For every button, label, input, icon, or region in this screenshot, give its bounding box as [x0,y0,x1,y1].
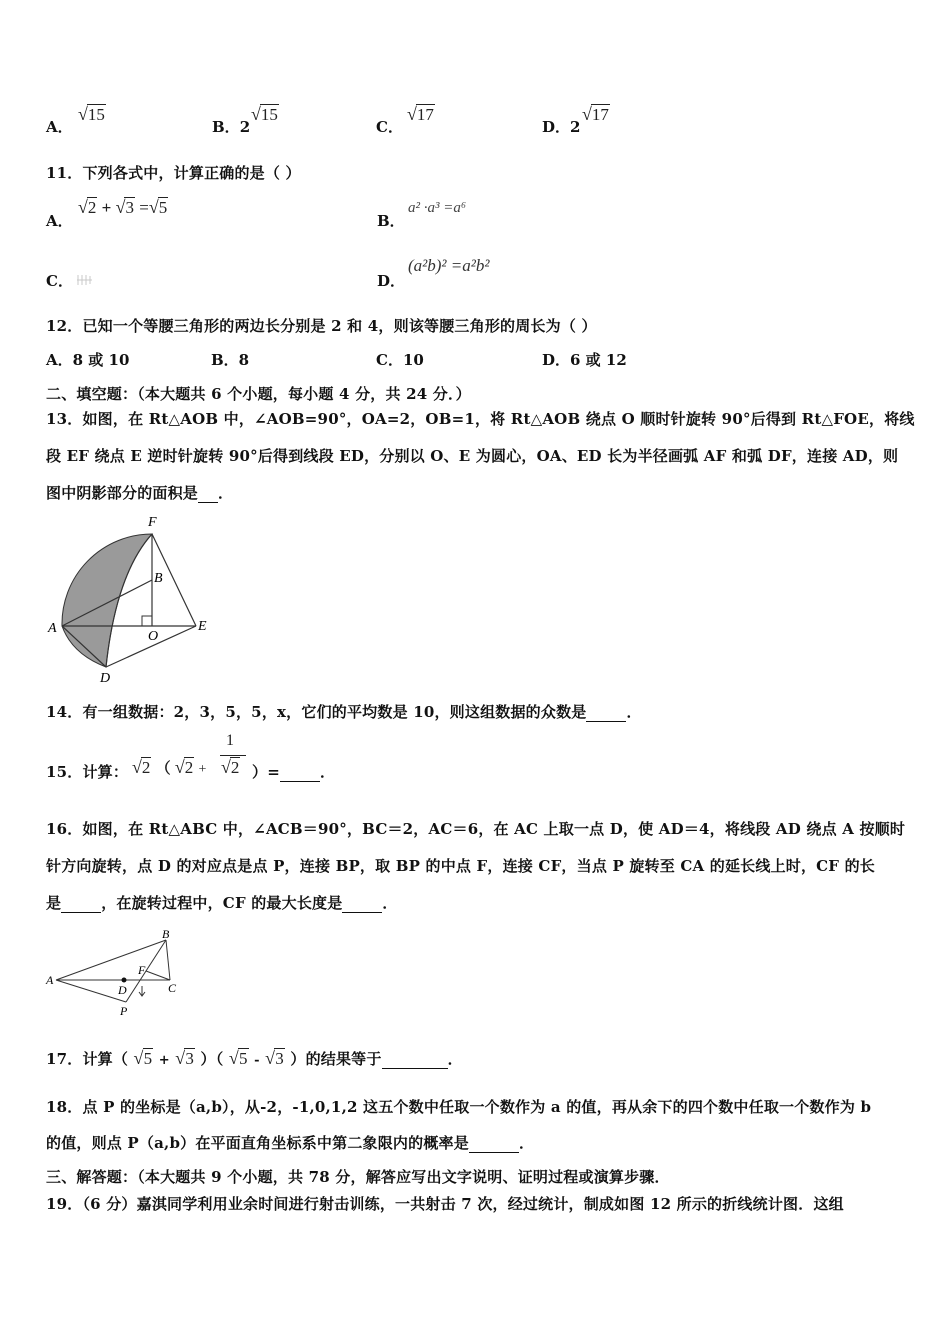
q10-option-d: D．2 [542,118,581,136]
q12-option-d: D．6 或 12 [542,351,627,369]
q10-option-d-value: √17 [582,104,609,124]
q11-option-b-expr: a² ·a³ =a⁶ [408,200,467,216]
q13-label-o: O [148,629,159,644]
q13-label-f: F [148,515,157,530]
section-3-heading: 三、解答题：（本大题共 9 个小题，共 78 分，解答应写出文字说明、证明过程或演算步骤． [46,1168,670,1186]
q15-fraction-bar [220,755,246,756]
q13-figure [44,512,214,684]
q16-label-b: B [162,927,170,941]
q11-option-b-label: B． [377,212,405,230]
q18-line-2: 的值，则点 P（a,b）在平面直角坐标系中第二象限内的概率是 ． [46,1134,535,1152]
q16-label-d: D [118,983,127,997]
q16-line-3: 是 ，在旋转过程中，CF 的最大长度是 ． [46,894,398,912]
q16-label-f: F [138,963,146,977]
q15-result: ）= ． [252,763,336,781]
q11-option-a-label: A． [46,212,73,230]
q15-prefix: 15．计算： [46,763,129,781]
q17-text: 17．计算（ √5 + √3 ）（ √5 - √3 ）的结果等于 ． [46,1048,463,1068]
q16-line-1: 16．如图，在 Rt△ABC 中，∠ACB＝90°，BC＝2，AC＝6，在 AC 上取一点 D，使 AD＝4，将线段 AD 绕点 A 按顺时 [46,820,906,838]
q10-option-c-value: √17 [407,104,434,124]
q16-line-2: 针方向旋转，点 D 的对应点是点 P，连接 BP，取 BP 的中点 F，连接 CF，当点 P 旋转至 CA 的延长线上时，CF 的长 [46,857,875,875]
q10-option-a: A． [46,118,73,136]
q12-stem: 12．已知一个等腰三角形的两边长分别是 2 和 4，则该等腰三角形的周长为（ ） [46,317,597,335]
q13-line-2: 段 EF 绕点 E 逆时针旋转 90°后得到线段 ED，分别以 O、E 为圆心，OA、ED 长为半径画弧 AF 和弧 DF，连接 AD，则 [46,447,899,465]
q15-expr: √2 （ √2 + [132,757,207,777]
q12-option-a: A．8 或 10 [46,351,130,369]
q11-option-c-label: C． [46,272,73,290]
q12-option-b: B．8 [211,351,250,369]
q11-option-d-expr: (a²b)² =a²b² [408,256,490,275]
q13-line-1: 13．如图，在 Rt△AOB 中，∠AOB=90°，OA=2，OB=1，将 Rt△AOB 绕点 O 顺时针旋转 90°后得到 Rt△FOE，将线 [46,410,915,428]
q15-fraction-numerator: 1 [226,732,234,749]
q13-label-a: A [48,621,57,636]
q16-label-c: C [168,981,177,995]
section-2-heading: 二、填空题：（本大题共 6 个小题，每小题 4 分，共 24 分．） [46,385,471,403]
q14-text: 14．有一组数据：2，3，5，5，x，它们的平均数是 10，则这组数据的众数是 ． [46,703,642,721]
q11-stem: 11．下列各式中，计算正确的是（ ） [46,164,301,182]
q10-option-b-value: √15 [251,104,278,124]
q11-option-d-label: D． [377,272,406,290]
q10-option-a-value: √15 [78,104,105,124]
q16-label-a: A [46,973,54,987]
q16-figure [44,926,184,1018]
q18-line-1: 18．点 P 的坐标是（a,b），从-2，-1,0,1,2 这五个数中任取一个数作为 a 的值，再从余下的四个数中任取一个数作为 b [46,1098,872,1116]
q13-line-3: 图中阴影部分的面积是 ． [46,484,234,502]
q10-option-c: C． [376,118,403,136]
q12-option-c: C．10 [376,351,424,369]
q16-label-p: P [120,1004,128,1018]
q15-fraction-denominator: √2 [221,757,240,777]
q13-label-d: D [100,671,111,684]
q11-option-a-expr: √2 + √3 =√5 [78,197,168,217]
q10-option-b: B．2 [212,118,251,136]
q11-option-c-faded-image [76,272,94,286]
q19-line-1: 19．（6 分）嘉淇同学利用业余时间进行射击训练，一共射击 7 次，经过统计，制成如图 12 所示的折线统计图．这组 [46,1195,844,1213]
q13-label-e: E [198,619,207,634]
q13-label-b: B [154,571,163,586]
